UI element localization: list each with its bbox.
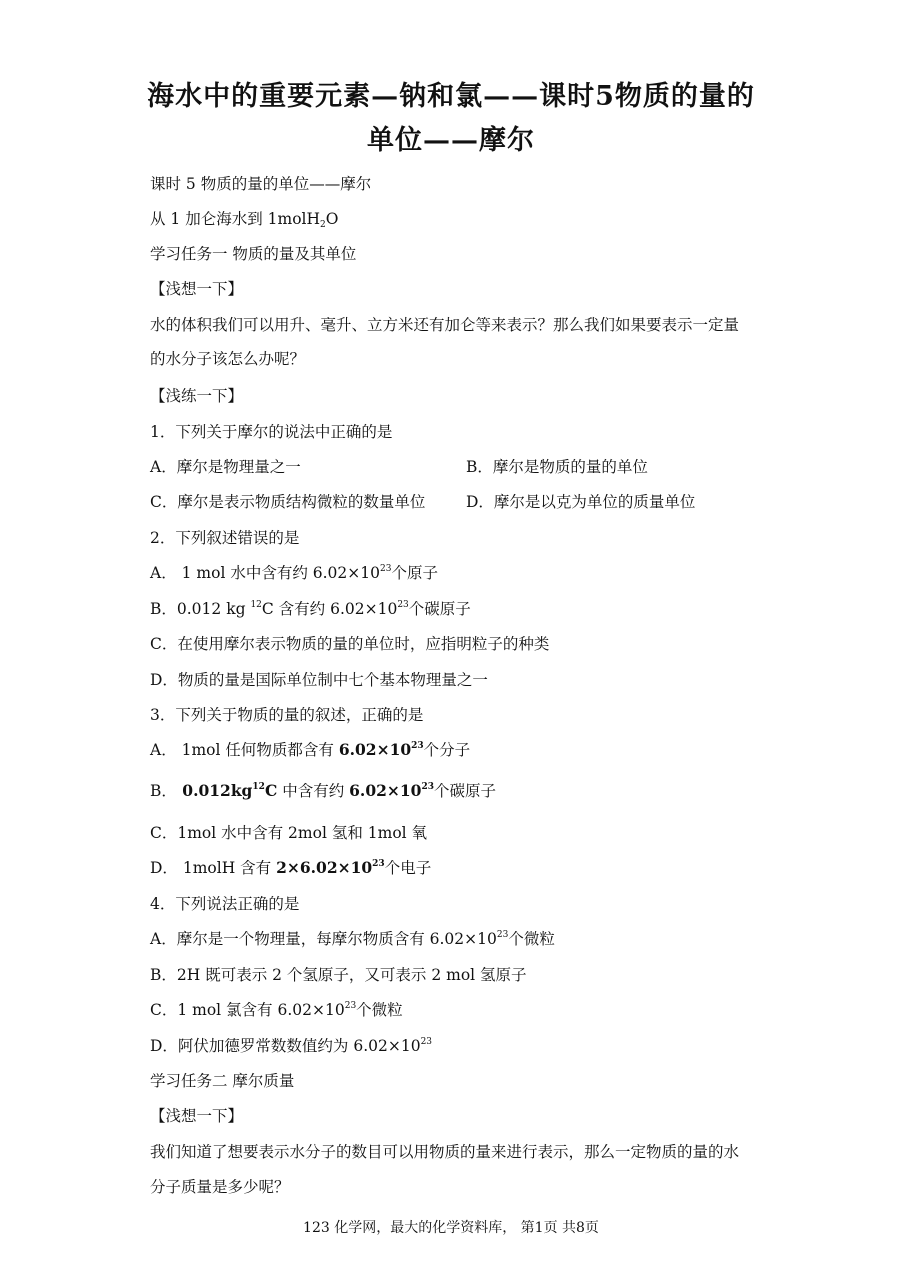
- task-two-heading: 学习任务二 摩尔质量: [150, 1072, 295, 1090]
- task-one-heading: 学习任务一 物质的量及其单位: [150, 245, 357, 263]
- question-4-stem: 4．下列说法正确的是: [150, 895, 300, 913]
- question-4-option-a: A．摩尔是一个物理量，每摩尔物质含有 $6.02\times 10^{23}$个微粒: [150, 930, 555, 948]
- question-4-option-c: C．1 mol 氯含有 $6.02\times 10^{23}$个微粒: [150, 1001, 403, 1019]
- page-footer: 123 化学网，最大的化学资料库， 第1页 共8页: [303, 1220, 599, 1236]
- question-2-option-b: B．0.012 kg $^{12}$C 含有约 $6.02\times 10^{23}$个碳原子: [150, 600, 471, 618]
- question-2-stem: 2．下列叙述错误的是: [150, 529, 300, 547]
- question-1-option-d: D．摩尔是以克为单位的质量单位: [466, 493, 696, 511]
- question-3-option-a: A． 1mol 任何物质都含有 $6.02\times 10^{23}$个分子: [150, 740, 471, 759]
- practice-label: 【浅练一下】: [150, 387, 244, 405]
- question-1-option-c: C．摩尔是表示物质结构微粒的数量单位: [150, 493, 426, 511]
- lesson-subtitle: 从 1 加仑海水到 1molH$_2$O: [150, 210, 339, 230]
- question-3-option-c: C．1mol 水中含有 2mol 氢和 1mol 氧: [150, 824, 428, 842]
- think-paragraph-line-2: 的水分子该怎么办呢？: [150, 350, 306, 368]
- lesson-heading: 课时 5 物质的量的单位——摩尔: [150, 175, 372, 193]
- question-2-option-c: C．在使用摩尔表示物质的量的单位时，应指明粒子的种类: [150, 635, 550, 653]
- document-title-line-2: 单位——摩尔: [367, 125, 535, 156]
- question-2-option-d: D．物质的量是国际单位制中七个基本物理量之一: [150, 671, 488, 689]
- think-label: 【浅想一下】: [150, 280, 244, 298]
- question-4-option-b: B．2H 既可表示 2 个氢原子，又可表示 2 mol 氢原子: [150, 966, 527, 984]
- question-3-option-d: D． 1molH 含有 $2\times 6.02\times 10^{23}$个电子: [150, 858, 432, 877]
- question-3-option-b: B． $0.012kg^{12}C$ 中含有约 $6.02\times 10^{23}$个碳原子: [150, 781, 496, 800]
- task-two-paragraph-line-2: 分子质量是多少呢？: [150, 1178, 290, 1196]
- question-1-option-b: B．摩尔是物质的量的单位: [466, 458, 648, 476]
- question-4-option-d: D．阿伏加德罗常数数值约为 $6.02\times 10^{23}$: [150, 1037, 433, 1055]
- task-two-paragraph-line-1: 我们知道了想要表示水分子的数目可以用物质的量来进行表示，那么一定物质的量的水: [150, 1143, 740, 1161]
- document-title-line-1: 海水中的重要元素—钠和氯——课时5物质的量的: [147, 81, 755, 112]
- think-paragraph-line-1: 水的体积我们可以用升、毫升、立方米还有加仑等来表示？那么我们如果要表示一定量: [150, 316, 740, 334]
- think-label-2: 【浅想一下】: [150, 1107, 244, 1125]
- question-1-option-a: A．摩尔是物理量之一: [150, 458, 301, 476]
- question-2-option-a: A． 1 mol 水中含有约 $6.02\times 10^{23}$个原子: [150, 564, 438, 582]
- question-1-stem: 1．下列关于摩尔的说法中正确的是: [150, 423, 393, 441]
- question-3-stem: 3．下列关于物质的量的叙述，正确的是: [150, 706, 424, 724]
